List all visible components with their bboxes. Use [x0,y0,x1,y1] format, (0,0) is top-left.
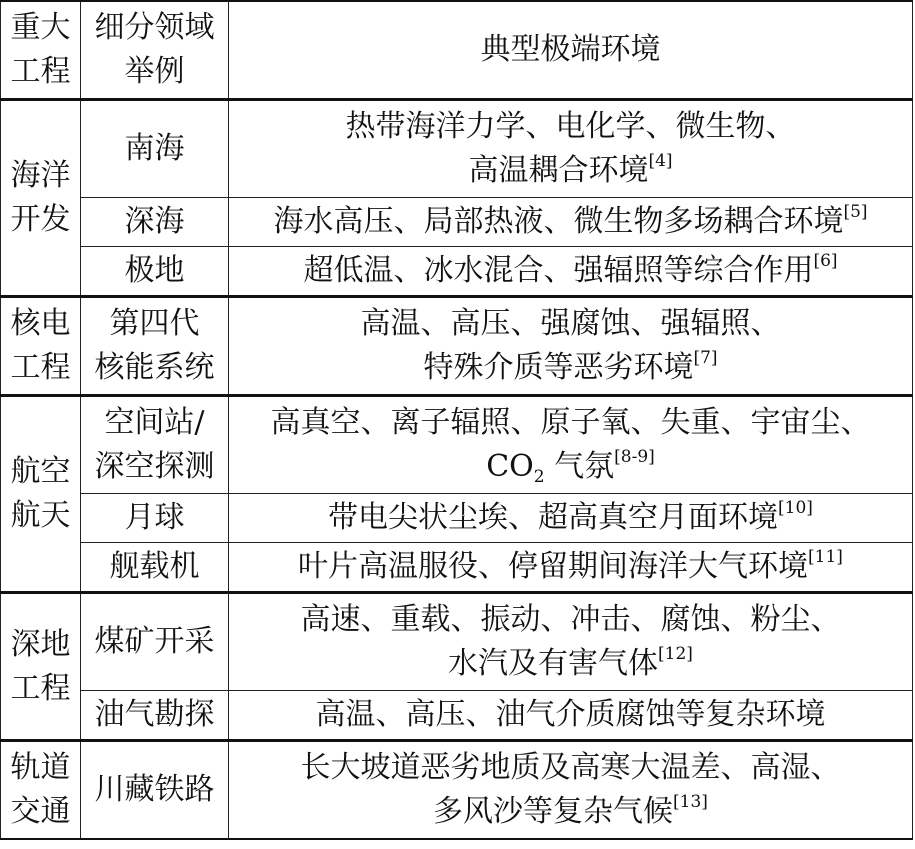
environment-cell: 海水高压、局部热液、微生物多场耦合环境[5] [229,198,913,247]
header-row [1,1,913,100]
table-row [1,297,913,396]
table-row [1,396,913,494]
environment-cell: 超低温、冰水混合、强辐照等综合作用[6] [229,247,913,297]
subscript: 2 [533,467,545,487]
table-row [1,691,913,741]
subfield-cell: 月球 [81,494,229,543]
reference-mark: [7] [693,348,718,368]
reference-mark: [11] [808,547,843,567]
reference-mark: [5] [843,202,868,222]
subfield-cell: 川藏铁路 [81,741,229,840]
subfield-cell: 油气勘探 [81,691,229,741]
environment-cell: 长大坡道恶劣地质及高寒大温差、高湿、 多风沙等复杂气候[13] [229,741,913,840]
subfield-cell: 第四代 核能系统 [81,297,229,396]
subfield-cell: 极地 [81,247,229,297]
environment-cell: 高真空、离子辐照、原子氧、失重、宇宙尘、 $CO_2$ 气氛[8-9] [229,396,913,494]
table-row [1,543,913,593]
header-engineering: 重大 工程 [1,1,81,100]
reference-mark: [13] [673,792,708,812]
environment-cell: 高温、高压、强腐蚀、强辐照、 特殊介质等恶劣环境[7] [229,297,913,396]
engineering-cell: 核电 工程 [1,297,81,396]
engineering-cell: 海洋 开发 [1,100,81,297]
engineering-cell: 轨道 交通 [1,741,81,840]
engineering-cell: 航空 航天 [1,396,81,593]
environment-cell: 叶片高温服役、停留期间海洋大气环境[11] [229,543,913,593]
subfield-cell: 舰载机 [81,543,229,593]
environment-cell: 高温、高压、油气介质腐蚀等复杂环境 [229,691,913,741]
environment-cell: 热带海洋力学、电化学、微生物、 高温耦合环境[4] [229,100,913,198]
reference-mark: [6] [813,251,838,271]
table-row [1,741,913,840]
header-subfield: 细分领域 举例 [81,1,229,100]
subfield-cell: 空间站/ 深空探测 [81,396,229,494]
table-row [1,593,913,691]
reference-mark: [10] [778,498,813,518]
table-row [1,198,913,247]
reference-mark: [8-9] [614,447,655,467]
environment-cell: 高速、重载、振动、冲击、腐蚀、粉尘、 水汽及有害气体[12] [229,593,913,691]
reference-mark: [12] [658,644,693,664]
subfield-cell: 煤矿开采 [81,593,229,691]
table-row [1,247,913,297]
environment-cell: 带电尖状尘埃、超高真空月面环境[10] [229,494,913,543]
table-row [1,100,913,198]
table-row [1,494,913,543]
header-environment: 典型极端环境 [229,1,913,100]
engineering-cell: 深地 工程 [1,593,81,741]
subfield-cell: 深海 [81,198,229,247]
reference-mark: [4] [648,151,673,171]
subfield-cell: 南海 [81,100,229,198]
